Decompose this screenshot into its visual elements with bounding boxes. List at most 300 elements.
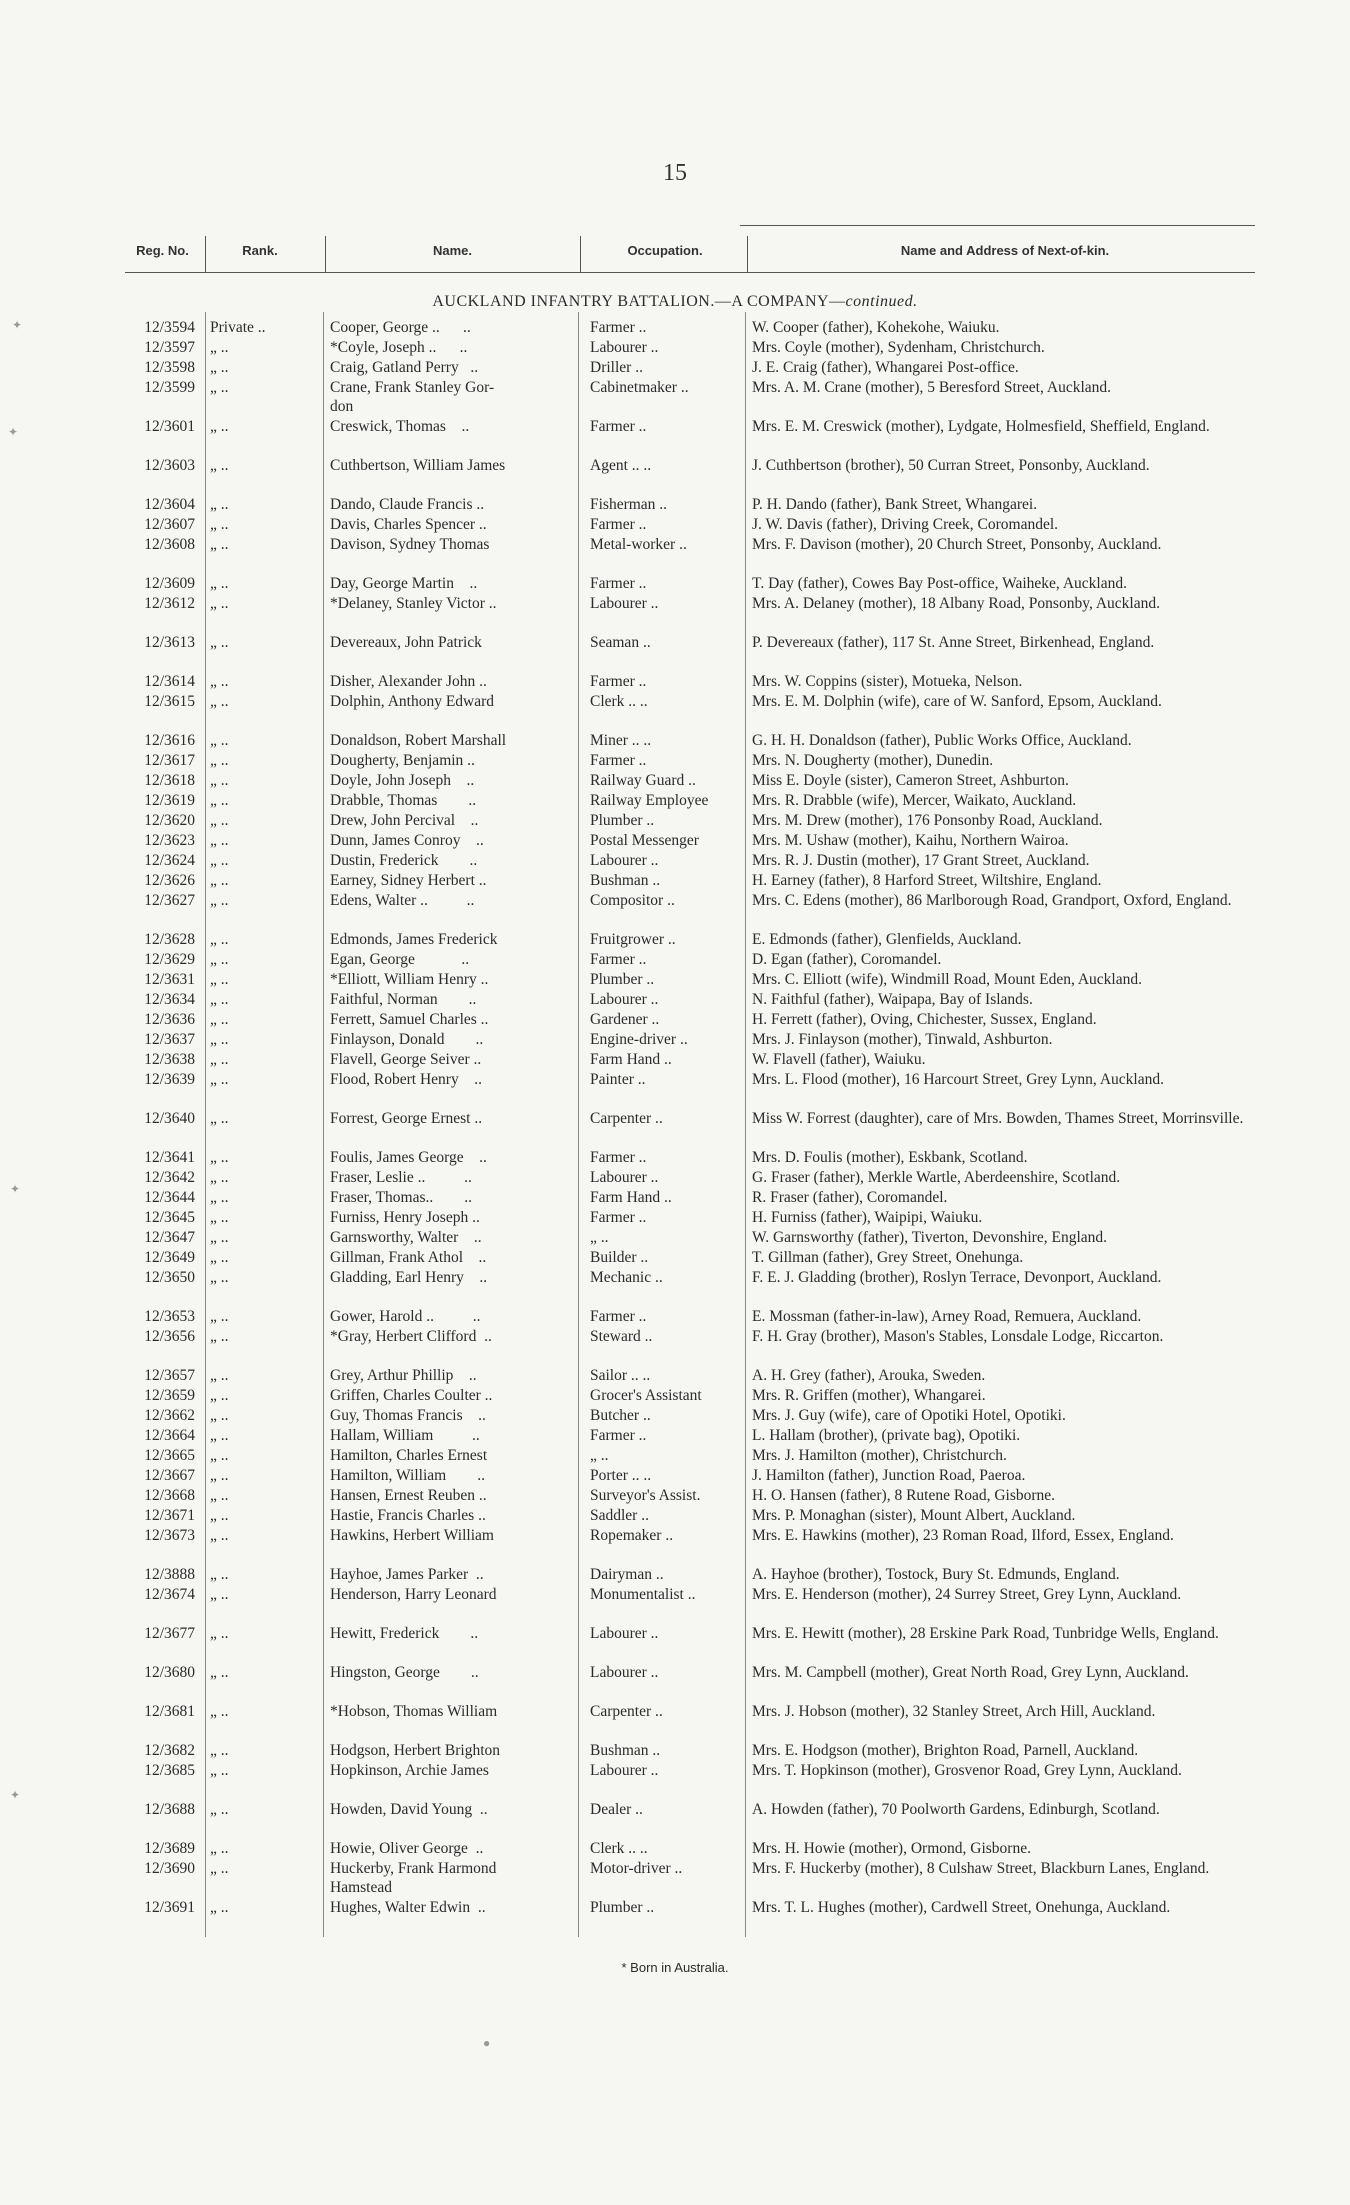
next-of-kin-cell: Mrs. D. Foulis (mother), Eskbank, Scotland. (752, 1149, 1028, 1166)
next-of-kin-cell: Mrs. R. Drabble (wife), Mercer, Waikato, Auckland. (752, 792, 1077, 809)
next-of-kin-cell: Mrs. T. L. Hughes (mother), Cardwell Street, Onehunga, Auckland. (752, 1899, 1171, 1916)
next-of-kin-cell: J. E. Craig (father), Whangarei Post-office. (752, 359, 1019, 376)
next-of-kin-cell: F. H. Gray (brother), Mason's Stables, Lonsdale Lodge, Riccarton. (752, 1328, 1164, 1345)
reg-no-cell: 12/3685 (144, 1762, 195, 1779)
name-cell: Faithful, Norman .. (330, 991, 477, 1008)
occupation-cell: Labourer .. (590, 1169, 659, 1186)
occupation-cell: Surveyor's Assist. (590, 1487, 701, 1504)
next-of-kin-cell: N. Faithful (father), Waipapa, Bay of Islands. (752, 991, 1033, 1008)
header-name: Name. (432, 243, 473, 258)
name-cell: Hallam, William .. (330, 1427, 480, 1444)
occupation-cell: Dealer .. (590, 1801, 643, 1818)
occupation-cell: Farmer .. (590, 516, 647, 533)
column-rule (205, 312, 206, 1937)
occupation-cell: Ropemaker .. (590, 1527, 674, 1544)
next-of-kin-cell: E. Edmonds (father), Glenfields, Auckland. (752, 931, 1022, 948)
next-of-kin-cell: Mrs. E. Hawkins (mother), 23 Roman Road, Ilford, Essex, England. (752, 1527, 1174, 1544)
reg-no-cell: 12/3637 (144, 1031, 195, 1048)
name-cell: Egan, George .. (330, 951, 470, 968)
header-reg-no: Reg. No. (136, 243, 189, 258)
reg-no-cell: 12/3888 (144, 1566, 195, 1583)
next-of-kin-cell: Mrs. T. Hopkinson (mother), Grosvenor Road, Grey Lynn, Auckland. (752, 1762, 1182, 1779)
occupation-cell: Grocer's Assistant (590, 1387, 702, 1404)
name-cell: Hamilton, William .. (330, 1467, 485, 1484)
rank-cell: „ .. (210, 1899, 229, 1916)
reg-no-cell: 12/3616 (144, 732, 195, 749)
occupation-cell: Monumentalist .. (590, 1586, 696, 1603)
rank-cell: „ .. (210, 1527, 229, 1544)
reg-no-cell: 12/3673 (144, 1527, 195, 1544)
occupation-cell: Engine-driver .. (590, 1031, 688, 1048)
occupation-cell: Fruitgrower .. (590, 931, 676, 948)
name-cell: Hingston, George .. (330, 1664, 479, 1681)
rank-cell: „ .. (210, 1328, 229, 1345)
rank-cell: „ .. (210, 1071, 229, 1088)
rank-cell: „ .. (210, 1367, 229, 1384)
reg-no-cell: 12/3615 (144, 693, 195, 710)
occupation-cell: Clerk .. .. (590, 693, 648, 710)
occupation-cell: Bushman .. (590, 872, 661, 889)
occupation-cell: Dairyman .. (590, 1566, 664, 1583)
next-of-kin-cell: Mrs. R. J. Dustin (mother), 17 Grant Street, Auckland. (752, 852, 1090, 869)
reg-no-cell: 12/3629 (144, 951, 195, 968)
rank-cell: „ .. (210, 1189, 229, 1206)
next-of-kin-cell: Mrs. A. M. Crane (mother), 5 Beresford Street, Auckland. (752, 379, 1112, 396)
footnote: * Born in Australia. (621, 1960, 729, 1975)
rank-cell: „ .. (210, 1387, 229, 1404)
next-of-kin-cell: P. Devereaux (father), 117 St. Anne Street, Birkenhead, England. (752, 634, 1155, 651)
occupation-cell: Porter .. .. (590, 1467, 652, 1484)
reg-no-cell: 12/3674 (144, 1586, 195, 1603)
next-of-kin-cell: T. Day (father), Cowes Bay Post-office, Waiheke, Auckland. (752, 575, 1127, 592)
reg-no-cell: 12/3667 (144, 1467, 195, 1484)
occupation-cell: Labourer .. (590, 852, 659, 869)
next-of-kin-cell: J. W. Davis (father), Driving Creek, Coromandel. (752, 516, 1059, 533)
reg-no-cell: 12/3599 (144, 379, 195, 396)
column-rule (745, 312, 746, 1937)
rank-cell: „ .. (210, 1586, 229, 1603)
occupation-cell: Labourer .. (590, 1762, 659, 1779)
reg-no-cell: 12/3618 (144, 772, 195, 789)
rank-cell: „ .. (210, 457, 229, 474)
rank-cell: „ .. (210, 1507, 229, 1524)
next-of-kin-cell: H. Earney (father), 8 Harford Street, Wiltshire, England. (752, 872, 1102, 889)
rank-cell: „ .. (210, 852, 229, 869)
name-cell: *Hobson, Thomas William (330, 1703, 498, 1720)
rank-cell: „ .. (210, 1209, 229, 1226)
rank-cell: „ .. (210, 1447, 229, 1464)
occupation-cell: Farmer .. (590, 1427, 647, 1444)
next-of-kin-cell: Mrs. J. Guy (wife), care of Opotiki Hotel, Opotiki. (752, 1407, 1066, 1424)
rank-cell: „ .. (210, 951, 229, 968)
rank-cell: „ .. (210, 1051, 229, 1068)
rank-cell: „ .. (210, 1487, 229, 1504)
header-divider (580, 236, 581, 272)
occupation-cell: Carpenter .. (590, 1110, 663, 1127)
occupation-cell: Bushman .. (590, 1742, 661, 1759)
rank-cell: „ .. (210, 1149, 229, 1166)
rank-cell: „ .. (210, 812, 229, 829)
name-cell: Edmonds, James Frederick (330, 931, 498, 948)
name-cell: Huckerby, Frank Harmond Hamstead (330, 1860, 497, 1896)
rank-cell: „ .. (210, 1860, 229, 1877)
occupation-cell: Painter .. (590, 1071, 646, 1088)
next-of-kin-cell: J. Hamilton (father), Junction Road, Paeroa. (752, 1467, 1026, 1484)
occupation-cell: Postal Messenger (590, 832, 699, 849)
name-cell: Creswick, Thomas .. (330, 418, 470, 435)
next-of-kin-cell: Mrs. H. Howie (mother), Ormond, Gisborne. (752, 1840, 1031, 1857)
next-of-kin-cell: Mrs. E. Hewitt (mother), 28 Erskine Park Road, Tunbridge Wells, England. (752, 1625, 1219, 1642)
name-cell: Flood, Robert Henry .. (330, 1071, 482, 1088)
occupation-cell: Railway Employee (590, 792, 709, 809)
name-cell: Dando, Claude Francis .. (330, 496, 485, 513)
name-cell: Hamilton, Charles Ernest (330, 1447, 488, 1464)
name-cell: Finlayson, Donald .. (330, 1031, 484, 1048)
name-cell: Grey, Arthur Phillip .. (330, 1367, 477, 1384)
reg-no-cell: 12/3641 (144, 1149, 195, 1166)
name-cell: *Elliott, William Henry .. (330, 971, 489, 988)
next-of-kin-cell: J. Cuthbertson (brother), 50 Curran Street, Ponsonby, Auckland. (752, 457, 1150, 474)
rank-cell: „ .. (210, 339, 229, 356)
name-cell: Devereaux, John Patrick (330, 634, 482, 651)
next-of-kin-cell: Mrs. E. Henderson (mother), 24 Surrey Street, Grey Lynn, Auckland. (752, 1586, 1182, 1603)
reg-no-cell: 12/3601 (144, 418, 195, 435)
name-cell: Dougherty, Benjamin .. (330, 752, 475, 769)
rank-cell: „ .. (210, 991, 229, 1008)
occupation-cell: Farmer .. (590, 1308, 647, 1325)
reg-no-cell: 12/3656 (144, 1328, 195, 1345)
name-cell: Furniss, Henry Joseph .. (330, 1209, 480, 1226)
reg-no-cell: 12/3645 (144, 1209, 195, 1226)
occupation-cell: Steward .. (590, 1328, 653, 1345)
reg-no-cell: 12/3617 (144, 752, 195, 769)
occupation-cell: Fisherman .. (590, 496, 668, 513)
margin-speck-icon: ✦ (8, 425, 19, 439)
reg-no-cell: 12/3680 (144, 1664, 195, 1681)
rank-cell: „ .. (210, 892, 229, 909)
rank-cell: „ .. (210, 1011, 229, 1028)
header-rank: Rank. (242, 243, 278, 258)
name-cell: Hastie, Francis Charles .. (330, 1507, 486, 1524)
next-of-kin-cell: Mrs. R. Griffen (mother), Whangarei. (752, 1387, 986, 1404)
reg-no-cell: 12/3649 (144, 1249, 195, 1266)
reg-no-cell: 12/3689 (144, 1840, 195, 1857)
reg-no-cell: 12/3628 (144, 931, 195, 948)
occupation-cell: Farmer .. (590, 673, 647, 690)
rank-cell: „ .. (210, 496, 229, 513)
reg-no-cell: 12/3647 (144, 1229, 195, 1246)
reg-no-cell: 12/3639 (144, 1071, 195, 1088)
rank-cell: „ .. (210, 1625, 229, 1642)
reg-no-cell: 12/3662 (144, 1407, 195, 1424)
reg-no-cell: 12/3604 (144, 496, 195, 513)
occupation-cell: Farmer .. (590, 752, 647, 769)
next-of-kin-cell: F. E. J. Gladding (brother), Roslyn Terrace, Devonport, Auckland. (752, 1269, 1162, 1286)
reg-no-cell: 12/3594 (144, 319, 195, 336)
occupation-cell: Farm Hand .. (590, 1189, 672, 1206)
next-of-kin-cell: A. H. Grey (father), Arouka, Sweden. (752, 1367, 986, 1384)
rank-cell: „ .. (210, 1110, 229, 1127)
occupation-cell: Builder .. (590, 1249, 649, 1266)
reg-no-cell: 12/3623 (144, 832, 195, 849)
name-cell: Doyle, John Joseph .. (330, 772, 475, 789)
name-cell: Foulis, James George .. (330, 1149, 487, 1166)
rank-cell: „ .. (210, 1566, 229, 1583)
rank-cell: „ .. (210, 634, 229, 651)
next-of-kin-cell: Mrs. C. Elliott (wife), Windmill Road, Mount Eden, Auckland. (752, 971, 1142, 988)
next-of-kin-cell: Mrs. F. Huckerby (mother), 8 Culshaw Street, Blackburn Lanes, England. (752, 1860, 1210, 1877)
occupation-cell: Agent .. .. (590, 457, 652, 474)
rank-cell: „ .. (210, 1407, 229, 1424)
reg-no-cell: 12/3607 (144, 516, 195, 533)
section-title-main: AUCKLAND INFANTRY BATTALION.—A COMPANY— (432, 293, 846, 310)
reg-no-cell: 12/3608 (144, 536, 195, 553)
reg-no-cell: 12/3614 (144, 673, 195, 690)
occupation-cell: Farmer .. (590, 1209, 647, 1226)
rank-cell: „ .. (210, 732, 229, 749)
margin-speck-icon: ✦ (10, 1788, 21, 1802)
name-cell: Forrest, George Ernest .. (330, 1110, 483, 1127)
next-of-kin-cell: Mrs. A. Delaney (mother), 18 Albany Road, Ponsonby, Auckland. (752, 595, 1160, 612)
name-cell: Hayhoe, James Parker .. (330, 1566, 484, 1583)
rank-cell: „ .. (210, 418, 229, 435)
reg-no-cell: 12/3691 (144, 1899, 195, 1916)
next-of-kin-cell: Mrs. J. Hobson (mother), 32 Stanley Street, Arch Hill, Auckland. (752, 1703, 1156, 1720)
reg-no-cell: 12/3682 (144, 1742, 195, 1759)
rank-cell: „ .. (210, 792, 229, 809)
next-of-kin-cell: Mrs. W. Coppins (sister), Motueka, Nelson. (752, 673, 1023, 690)
next-of-kin-cell: H. Furniss (father), Waipipi, Waiuku. (752, 1209, 983, 1226)
reg-no-cell: 12/3671 (144, 1507, 195, 1524)
reg-no-cell: 12/3620 (144, 812, 195, 829)
next-of-kin-cell: Mrs. L. Flood (mother), 16 Harcourt Street, Grey Lynn, Auckland. (752, 1071, 1164, 1088)
occupation-cell: Seaman .. (590, 634, 651, 651)
name-cell: Earney, Sidney Herbert .. (330, 872, 487, 889)
next-of-kin-cell: Mrs. M. Drew (mother), 176 Ponsonby Road, Auckland. (752, 812, 1103, 829)
name-cell: Dolphin, Anthony Edward (330, 693, 495, 710)
next-of-kin-cell: Mrs. E. M. Dolphin (wife), care of W. Sanford, Epsom, Auckland. (752, 693, 1162, 710)
name-cell: *Coyle, Joseph .. .. (330, 339, 468, 356)
rank-cell: „ .. (210, 1229, 229, 1246)
name-cell: Hansen, Ernest Reuben .. (330, 1487, 487, 1504)
next-of-kin-cell: Miss W. Forrest (daughter), care of Mrs. Bowden, Thames Street, Morrinsville. (752, 1110, 1244, 1127)
occupation-cell: Labourer .. (590, 339, 659, 356)
reg-no-cell: 12/3634 (144, 991, 195, 1008)
occupation-cell: „ .. (590, 1447, 609, 1464)
rank-cell: „ .. (210, 673, 229, 690)
rank-cell: „ .. (210, 1664, 229, 1681)
name-cell: Hewitt, Frederick .. (330, 1625, 479, 1642)
occupation-cell: Clerk .. .. (590, 1840, 648, 1857)
header-next-of-kin: Name and Address of Next-of-kin. (900, 243, 1110, 258)
name-cell: Davison, Sydney Thomas (330, 536, 490, 553)
next-of-kin-cell: Mrs. E. M. Creswick (mother), Lydgate, Holmesfield, Sheffield, England. (752, 418, 1210, 435)
rank-cell: „ .. (210, 575, 229, 592)
column-rule (578, 312, 579, 1937)
table-header (125, 230, 1255, 273)
reg-no-cell: 12/3612 (144, 595, 195, 612)
reg-no-cell: 12/3653 (144, 1308, 195, 1325)
occupation-cell: Gardener .. (590, 1011, 660, 1028)
occupation-cell: Butcher .. (590, 1407, 651, 1424)
rank-cell: „ .. (210, 359, 229, 376)
reg-no-cell: 12/3664 (144, 1427, 195, 1444)
next-of-kin-cell: Mrs. M. Ushaw (mother), Kaihu, Northern Wairoa. (752, 832, 1069, 849)
occupation-cell: Saddler .. (590, 1507, 649, 1524)
reg-no-cell: 12/3659 (144, 1387, 195, 1404)
margin-speck-icon: ✦ (10, 1182, 21, 1196)
rank-cell: „ .. (210, 693, 229, 710)
rank-cell: „ .. (210, 1427, 229, 1444)
rank-cell: „ .. (210, 1467, 229, 1484)
next-of-kin-cell: W. Cooper (father), Kohekohe, Waiuku. (752, 319, 1000, 336)
name-cell: Crane, Frank Stanley Gor- don (330, 379, 495, 415)
rank-cell: „ .. (210, 872, 229, 889)
page-number: 15 (663, 160, 687, 186)
occupation-cell: Farmer .. (590, 1149, 647, 1166)
name-cell: Garnsworthy, Walter .. (330, 1229, 482, 1246)
reg-no-cell: 12/3619 (144, 792, 195, 809)
header-divider (747, 236, 748, 272)
next-of-kin-cell: Mrs. C. Edens (mother), 86 Marlborough Road, Grandport, Oxford, England. (752, 892, 1232, 909)
name-cell: Donaldson, Robert Marshall (330, 732, 507, 749)
name-cell: Hopkinson, Archie James (330, 1762, 489, 1779)
rank-cell: „ .. (210, 1308, 229, 1325)
occupation-cell: Compositor .. (590, 892, 675, 909)
rank-cell: „ .. (210, 971, 229, 988)
reg-no-cell: 12/3650 (144, 1269, 195, 1286)
header-occupation: Occupation. (627, 243, 703, 258)
reg-no-cell: 12/3644 (144, 1189, 195, 1206)
name-cell: Ferrett, Samuel Charles .. (330, 1011, 489, 1028)
next-of-kin-cell: Miss E. Doyle (sister), Cameron Street, Ashburton. (752, 772, 1069, 789)
rank-cell: „ .. (210, 931, 229, 948)
reg-no-cell: 12/3598 (144, 359, 195, 376)
rank-cell: „ .. (210, 772, 229, 789)
name-cell: Craig, Gatland Perry .. (330, 359, 479, 376)
next-of-kin-cell: Mrs. N. Dougherty (mother), Dunedin. (752, 752, 994, 769)
name-cell: Disher, Alexander John .. (330, 673, 487, 690)
occupation-cell: Metal-worker .. (590, 536, 687, 553)
occupation-cell: Labourer .. (590, 1664, 659, 1681)
next-of-kin-cell: Mrs. J. Hamilton (mother), Christchurch. (752, 1447, 1007, 1464)
name-cell: Fraser, Thomas.. .. (330, 1189, 473, 1206)
rank-cell: „ .. (210, 1742, 229, 1759)
name-cell: Gower, Harold .. .. (330, 1308, 481, 1325)
section-title (0, 293, 1350, 311)
reg-no-cell: 12/3642 (144, 1169, 195, 1186)
occupation-cell: Carpenter .. (590, 1703, 663, 1720)
name-cell: Guy, Thomas Francis .. (330, 1407, 486, 1424)
reg-no-cell: 12/3668 (144, 1487, 195, 1504)
name-cell: Henderson, Harry Leonard (330, 1586, 497, 1603)
name-cell: Fraser, Leslie .. .. (330, 1169, 472, 1186)
reg-no-cell: 12/3627 (144, 892, 195, 909)
occupation-cell: Driller .. (590, 359, 643, 376)
next-of-kin-cell: L. Hallam (brother), (private bag), Opotiki. (752, 1427, 1021, 1444)
name-cell: Cooper, George .. .. (330, 319, 471, 336)
occupation-cell: Miner .. .. (590, 732, 652, 749)
rank-cell: „ .. (210, 832, 229, 849)
reg-no-cell: 12/3609 (144, 575, 195, 592)
name-cell: Hughes, Walter Edwin .. (330, 1899, 486, 1916)
name-cell: Edens, Walter .. .. (330, 892, 475, 909)
next-of-kin-cell: Mrs. F. Davison (mother), 20 Church Street, Ponsonby, Auckland. (752, 536, 1162, 553)
name-cell: Hodgson, Herbert Brighton (330, 1742, 501, 1759)
margin-speck-icon: ✦ (12, 318, 23, 332)
occupation-cell: Plumber .. (590, 812, 655, 829)
name-cell: *Delaney, Stanley Victor .. (330, 595, 497, 612)
rank-cell: „ .. (210, 1031, 229, 1048)
next-of-kin-cell: T. Gillman (father), Grey Street, Onehunga. (752, 1249, 1024, 1266)
reg-no-cell: 12/3681 (144, 1703, 195, 1720)
name-cell: Drabble, Thomas .. (330, 792, 477, 809)
occupation-cell: Plumber .. (590, 1899, 655, 1916)
margin-speck-icon: ● (483, 2036, 491, 2050)
rank-cell: „ .. (210, 1801, 229, 1818)
reg-no-cell: 12/3636 (144, 1011, 195, 1028)
header-top-rule (740, 225, 1255, 226)
rank-cell: „ .. (210, 379, 229, 396)
rank-cell: „ .. (210, 1840, 229, 1857)
occupation-cell: Railway Guard .. (590, 772, 696, 789)
reg-no-cell: 12/3665 (144, 1447, 195, 1464)
reg-no-cell: 12/3640 (144, 1110, 195, 1127)
name-cell: Gillman, Frank Athol .. (330, 1249, 487, 1266)
next-of-kin-cell: A. Howden (father), 70 Poolworth Gardens, Edinburgh, Scotland. (752, 1801, 1160, 1818)
name-cell: Hawkins, Herbert William (330, 1527, 494, 1544)
occupation-cell: Cabinetmaker .. (590, 379, 689, 396)
next-of-kin-cell: Mrs. J. Finlayson (mother), Tinwald, Ashburton. (752, 1031, 1053, 1048)
rank-cell: „ .. (210, 1703, 229, 1720)
rank-cell: „ .. (210, 752, 229, 769)
name-cell: Cuthbertson, William James (330, 457, 506, 474)
next-of-kin-cell: G. H. H. Donaldson (father), Public Works Office, Auckland. (752, 732, 1132, 749)
rank-cell: „ .. (210, 595, 229, 612)
next-of-kin-cell: Mrs. P. Monaghan (sister), Mount Albert, Auckland. (752, 1507, 1076, 1524)
next-of-kin-cell: W. Garnsworthy (father), Tiverton, Devonshire, England. (752, 1229, 1108, 1246)
occupation-cell: Labourer .. (590, 991, 659, 1008)
next-of-kin-cell: D. Egan (father), Coromandel. (752, 951, 942, 968)
name-cell: Gladding, Earl Henry .. (330, 1269, 488, 1286)
next-of-kin-cell: G. Fraser (father), Merkle Wartle, Aberdeenshire, Scotland. (752, 1169, 1121, 1186)
reg-no-cell: 12/3603 (144, 457, 195, 474)
name-cell: Dustin, Frederick .. (330, 852, 478, 869)
name-cell: *Gray, Herbert Clifford .. (330, 1328, 492, 1345)
name-cell: Dunn, James Conroy .. (330, 832, 484, 849)
reg-no-cell: 12/3677 (144, 1625, 195, 1642)
reg-no-cell: 12/3613 (144, 634, 195, 651)
reg-no-cell: 12/3626 (144, 872, 195, 889)
rank-cell: „ .. (210, 536, 229, 553)
name-cell: Drew, John Percival .. (330, 812, 479, 829)
section-title-continued: continued. (845, 293, 918, 310)
rank-cell: Private .. (210, 319, 266, 336)
occupation-cell: Farmer .. (590, 319, 647, 336)
name-cell: Howie, Oliver George .. (330, 1840, 484, 1857)
name-cell: Day, George Martin .. (330, 575, 478, 592)
reg-no-cell: 12/3597 (144, 339, 195, 356)
rank-cell: „ .. (210, 516, 229, 533)
occupation-cell: Farmer .. (590, 951, 647, 968)
name-cell: Howden, David Young .. (330, 1801, 488, 1818)
column-rule (323, 312, 324, 1937)
occupation-cell: Labourer .. (590, 595, 659, 612)
reg-no-cell: 12/3657 (144, 1367, 195, 1384)
occupation-cell: Mechanic .. (590, 1269, 663, 1286)
rank-cell: „ .. (210, 1269, 229, 1286)
occupation-cell: Labourer .. (590, 1625, 659, 1642)
